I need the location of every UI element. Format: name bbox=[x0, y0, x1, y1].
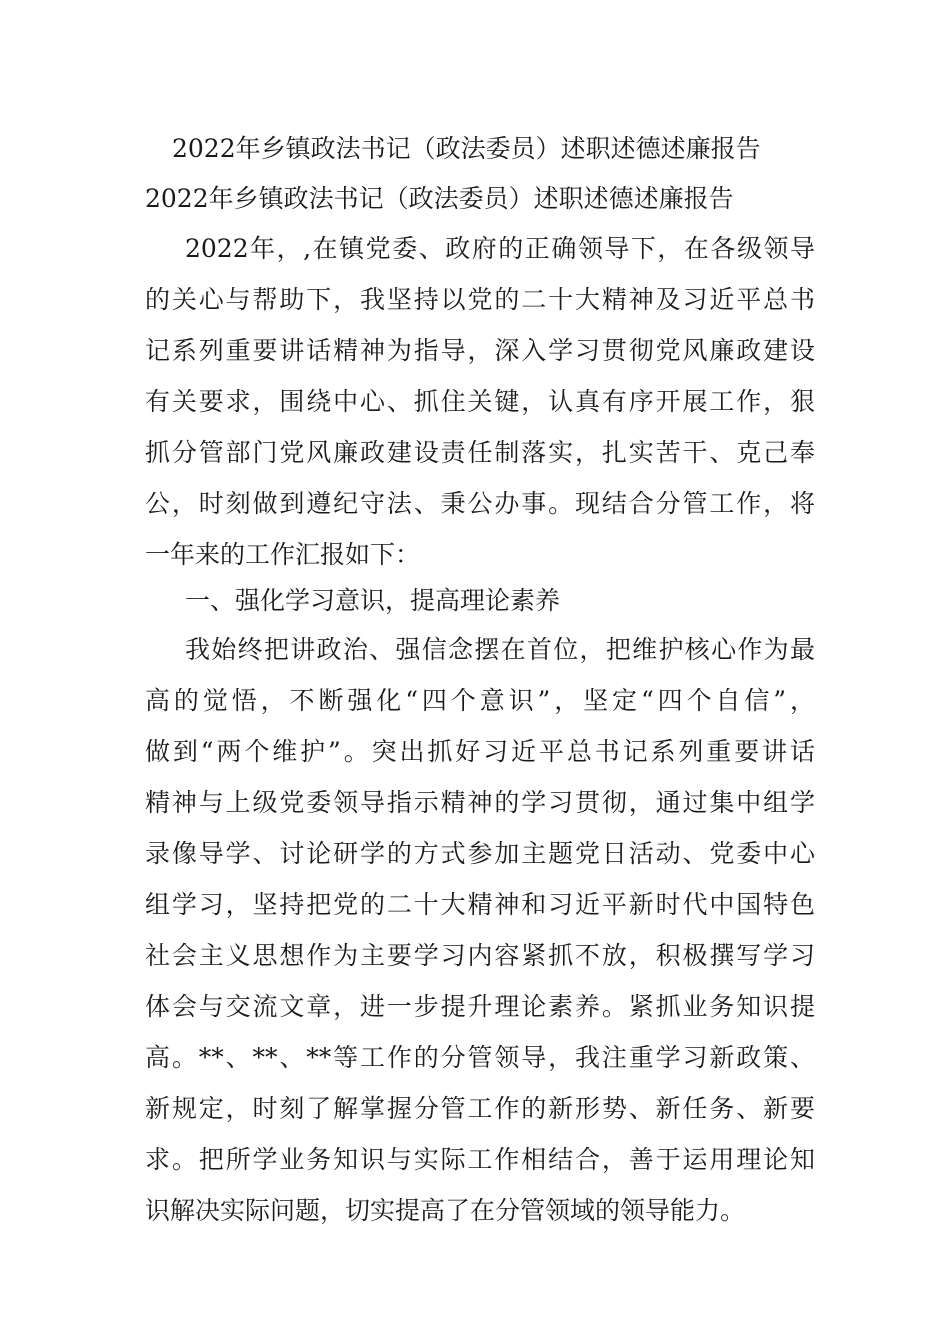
paragraph-line: 一年来的工作汇报如下： bbox=[145, 540, 421, 569]
paragraph-line: 精神与上级党委领导指示精神的学习贯彻，通过集中组学 bbox=[145, 788, 815, 817]
paragraph-line: 我始终把讲政治、强信念摆在首位，把维护核心作为最 bbox=[185, 635, 815, 664]
paragraph-line: 组学习，坚持把党的二十大精神和习近平新时代中国特色 bbox=[145, 890, 815, 919]
paragraph-line: 抓分管部门党风廉政建设责任制落实，扎实苦干、克己奉 bbox=[145, 438, 815, 467]
section-heading: 一、强化学习意识，提高理论素养 bbox=[185, 586, 561, 615]
document-title: 2022年乡镇政法书记（政法委员）述职述德述廉报告 bbox=[172, 134, 761, 163]
paragraph-line: 体会与交流文章，进一步提升理论素养。紧抓业务知识提 bbox=[145, 992, 815, 1021]
document-title-repeat: 2022年乡镇政法书记（政法委员）述职述德述廉报告 bbox=[145, 184, 734, 213]
paragraph-line: 识解决实际问题，切实提高了在分管领域的领导能力。 bbox=[145, 1196, 746, 1225]
paragraph-line: 社会主义思想作为主要学习内容紧抓不放，积极撰写学习 bbox=[145, 941, 815, 970]
paragraph-line: 求。把所学业务知识与实际工作相结合，善于运用理论知 bbox=[145, 1145, 815, 1174]
paragraph-line: 高的觉悟，不断强化“四个意识”，坚定“四个自信”， bbox=[145, 686, 815, 715]
paragraph-line: 公，时刻做到遵纪守法、秉公办事。现结合分管工作，将 bbox=[145, 489, 815, 518]
paragraph-line: 记系列重要讲话精神为指导，深入学习贯彻党风廉政建设 bbox=[145, 336, 815, 365]
paragraph-line: 新规定，时刻了解掌握分管工作的新形势、新任务、新要 bbox=[145, 1094, 815, 1123]
paragraph-line: 2022年，,在镇党委、政府的正确领导下，在各级领导 bbox=[185, 234, 815, 263]
paragraph-line: 高。**、**、**等工作的分管领导，我注重学习新政策、 bbox=[145, 1043, 815, 1072]
paragraph-line: 有关要求，围绕中心、抓住关键，认真有序开展工作，狠 bbox=[145, 387, 815, 416]
paragraph-line: 做到“两个维护”。突出抓好习近平总书记系列重要讲话 bbox=[145, 737, 815, 766]
paragraph-line: 的关心与帮助下，我坚持以党的二十大精神及习近平总书 bbox=[145, 285, 815, 314]
paragraph-line: 录像导学、讨论研学的方式参加主题党日活动、党委中心 bbox=[145, 839, 815, 868]
